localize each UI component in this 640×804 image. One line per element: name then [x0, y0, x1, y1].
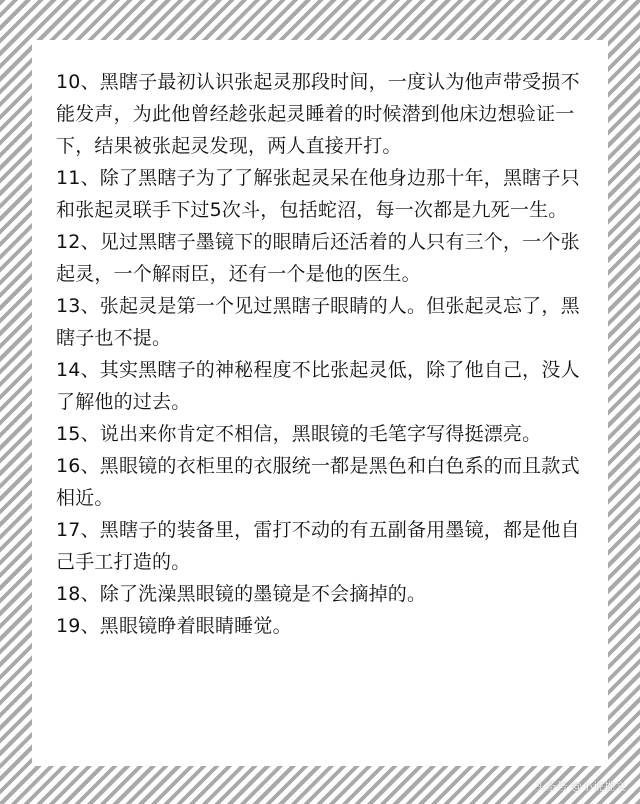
- list-item: 12、见过黑瞎子墨镜下的眼睛后还活着的人只有三个，一个张起灵，一个解雨臣，还有一个是他的医生。: [56, 231, 580, 285]
- list-item: 11、除了黑瞎子为了了解张起灵呆在他身边那十年，黑瞎子只和张起灵联手下过5次斗，包括蛇沼，每一次都是九死一生。: [56, 167, 580, 221]
- list-item: 16、黑眼镜的衣柜里的衣服统一都是黑色和白色系的而且款式相近。: [56, 455, 580, 509]
- list-item: 14、其实黑瞎子的神秘程度不比张起灵低，除了他自己，没人了解他的过去。: [56, 359, 580, 413]
- content-card: [32, 40, 608, 766]
- list-item: 18、除了洗澡黑眼镜的墨镜是不会摘掉的。: [56, 583, 427, 605]
- list-item: 17、黑瞎子的装备里，雷打不动的有五副备用墨镜，都是他自己手工打造的。: [56, 519, 580, 573]
- list-item: 10、黑瞎子最初认识张起灵那段时间，一度认为他声带受损不能发声，为此他曾经趁张起灵睡着的时候潜到他床边想验证一下，结果被张起灵发现，两人直接开打。: [56, 71, 580, 157]
- watermark: 头条号 @小说推文: [534, 780, 626, 793]
- list-item: 13、张起灵是第一个见过黑瞎子眼睛的人。但张起灵忘了，黑瞎子也不提。: [56, 295, 580, 349]
- list-item: 19、黑眼镜睁着眼睛睡觉。: [56, 615, 292, 637]
- list-item: 15、说出来你肯定不相信，黑眼镜的毛笔字写得挺漂亮。: [56, 423, 542, 445]
